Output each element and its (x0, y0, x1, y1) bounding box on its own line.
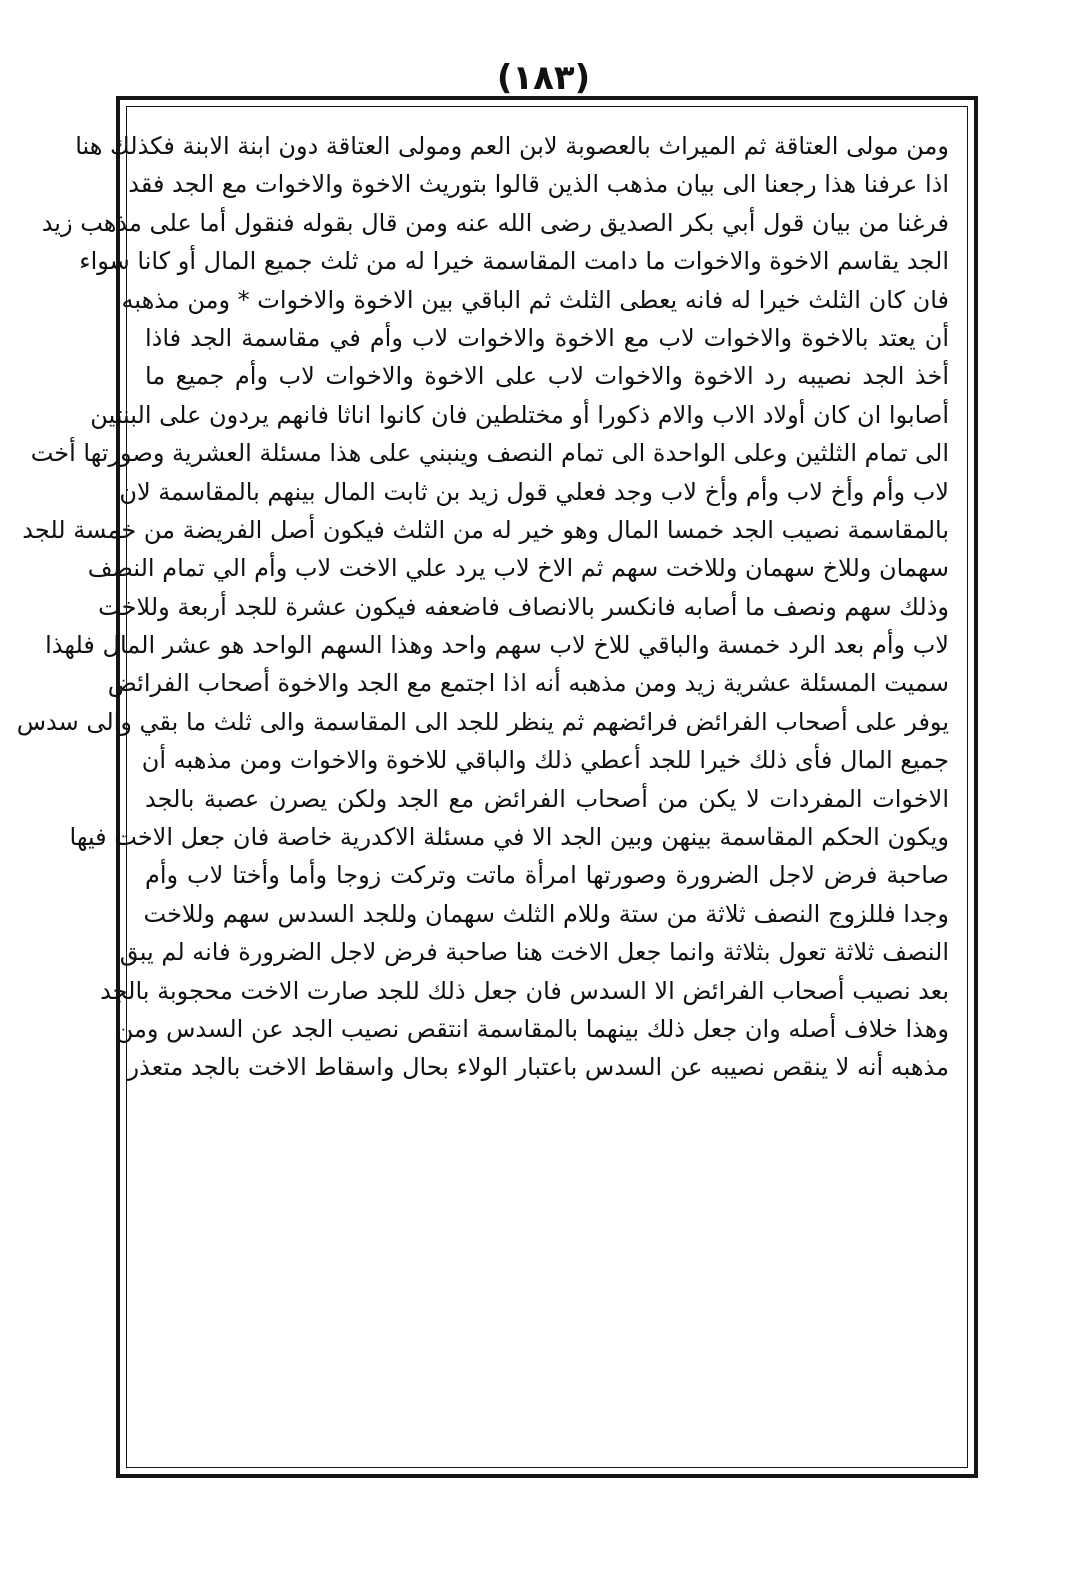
text-line: ويكون الحكم المقاسمة بينهن وبين الجد الا في مسئلة الاكدرية خاصة فان جعل الاخت فيها (69, 823, 949, 852)
text-line: وذلك سهم ونصف ما أصابه فانكسر بالانصاف فاضعفه فيكون عشرة للجد أربعة وللاخت (98, 592, 949, 621)
text-line: فرغنا من بيان قول أبي بكر الصديق رضى الله عنه ومن قال بقوله فنقول أما على مذهب زيد (41, 208, 949, 237)
text-line: لاب وأم بعد الرد خمسة والباقي للاخ لاب سهم واحد وهذا السهم الواحد هو عشر المال فلهذا (45, 631, 949, 660)
text-line: اذا عرفنا هذا رجعنا الى بيان مذهب الذين قالوا بتوريث الاخوة والاخوات مع الجد فقد (128, 170, 949, 199)
text-line: وجدا فللزوج النصف ثلاثة من ستة وللام الثلث سهمان وللجد السدس سهم وللاخت (143, 899, 949, 928)
text-line: جميع المال فأى ذلك خيرا للجد أعطي ذلك والباقي للاخوة والاخوات ومن مذهبه أن (141, 746, 949, 775)
text-line: الى تمام الثلثين وعلى الواحدة الى تمام النصف وينبني على هذا مسئلة العشرية وصورتها أخت (30, 439, 949, 468)
text-line: بعد نصيب أصحاب الفرائض الا السدس فان جعل ذلك للجد صارت الاخت محجوبة بالجد (100, 976, 949, 1005)
page-frame-inner (16, 106, 968, 1468)
text-line: سميت المسئلة عشرية زيد ومن مذهبه أنه اذا اجتمع مع الجد والاخوة أصحاب الفرائض (107, 669, 949, 698)
text-line: ومن مولى العتاقة ثم الميراث بالعصوبة لابن العم ومولى العتاقة دون ابنة الابنة فكذلك هنا (75, 132, 949, 160)
text-line: سهمان وللاخ سهمان وللاخت سهم ثم الاخ لاب يرد علي الاخت لاب وأم الي تمام النصف (87, 554, 949, 583)
text-line: لاب وأم وأخ لاب وأم وأخ لاب وجد فعلي قول زيد بن ثابت المال بينهم بالمقاسمة لان (119, 477, 949, 506)
text-line: أخذ الجد نصيبه رد الاخوة والاخوات لاب على الاخوة والاخوات لاب وأم جميع ما (145, 362, 949, 391)
text-line: صاحبة فرض لاجل الضرورة وصورتها امرأة ماتت وتركت زوجا وأما وأختا لاب وأم (145, 861, 949, 890)
text-line: الاخوات المفردات لا يكن من أصحاب الفرائض مع الجد ولكن يصرن عصبة بالجد (145, 784, 949, 813)
text-line: أصابوا ان كان أولاد الاب والام ذكورا أو مختلطين فان كانوا اناثا فانهم يردون على البنتين (90, 400, 949, 429)
text-line: أن يعتد بالاخوة والاخوات لاب مع الاخوة والاخوات لاب وأم في مقاسمة الجد فاذا (145, 323, 949, 352)
text-line: مذهبه أنه لا ينقص نصيبه عن السدس باعتبار الولاء بحال واسقاط الاخت بالجد متعذر (127, 1053, 949, 1082)
text-line: بالمقاسمة نصيب الجد خمسا المال وهو خير له من الثلث فيكون أصل الفريضة من خمسة للجد (22, 515, 949, 544)
text-body (16, 127, 949, 1449)
text-line: فان كان الثلث خيرا له فانه يعطى الثلث ثم الباقي بين الاخوة والاخوات * ومن مذهبه (121, 285, 949, 314)
page-frame (16, 96, 978, 1478)
text-line: الجد يقاسم الاخوة والاخوات ما دامت المقاسمة خيرا له من ثلث جميع المال أو كانا سواء (79, 247, 949, 276)
page-number: (١٨٣) (496, 58, 591, 98)
text-line: وهذا خلاف أصله وان جعل ذلك بينهما بالمقاسمة انتقص نصيب الجد عن السدس ومن (115, 1014, 949, 1043)
text-line: يوفر على أصحاب الفرائض فرائضهم ثم ينظر للجد الى المقاسمة والى ثلث ما بقي والى سدس (16, 707, 949, 736)
text-line: النصف ثلاثة تعول بثلاثة وانما جعل الاخت هنا صاحبة فرض لاجل الضرورة فانه لم يبق (119, 938, 949, 967)
